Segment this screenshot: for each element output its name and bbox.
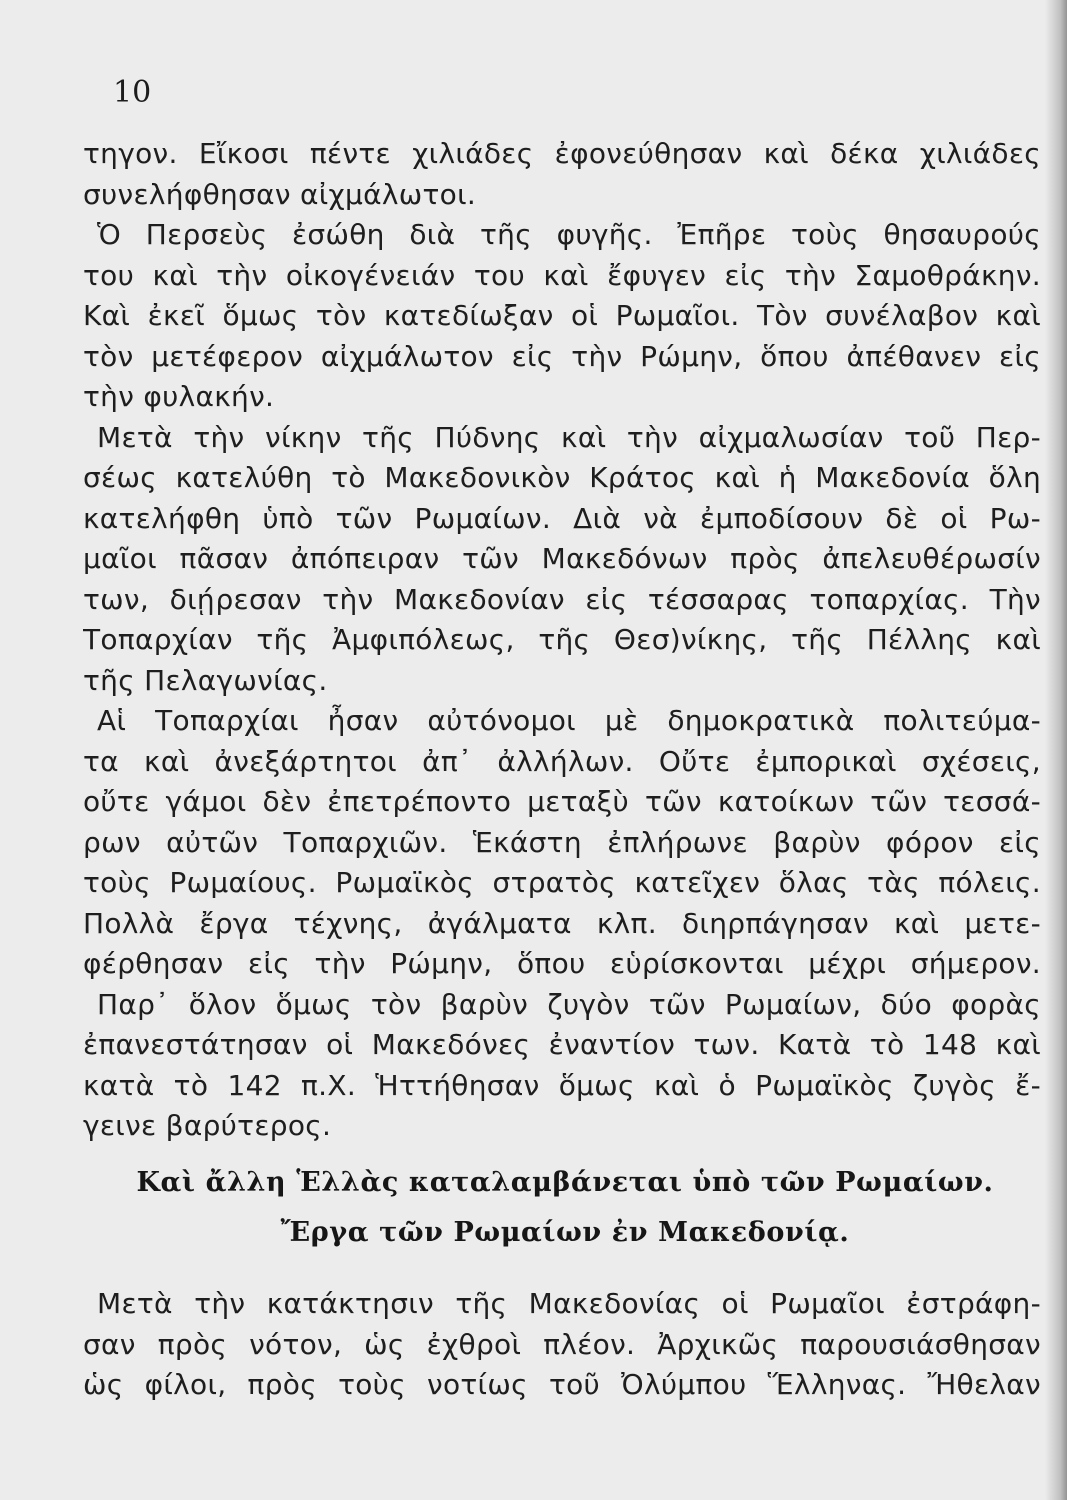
text-line: Ὁ Περσεὺς ἐσώθη διὰ τῆς φυγῆς. Ἐπῆρε τοὺς θησαυρούς <box>97 218 1041 251</box>
text-line: τα καὶ ἀνεξάρτητοι ἀπ᾽ ἀλλήλων. Οὔτε ἐμπορικαὶ σχέσεις, <box>83 744 1041 778</box>
text-line: γεινε βαρύτερος. <box>83 1109 332 1142</box>
page-number: 10 <box>113 75 152 110</box>
text-line: ὡς φίλοι, πρὸς τοὺς νοτίως τοῦ Ὀλύμπου Ἕλληνας. Ἤθελαν <box>83 1368 1041 1401</box>
text-line: ρων αὐτῶν Τοπαρχιῶν. Ἑκάστη ἐπλήρωνε βαρὺν φόρον εἰς <box>83 825 1041 859</box>
page-edge-shadow <box>1045 0 1067 1500</box>
text-line: του καὶ τὴν οἰκογένειάν του καὶ ἔφυγεν εἰς τὴν Σαμοθράκην. <box>83 258 1041 292</box>
text-line: τῆς Πελαγωνίας. <box>83 663 328 697</box>
text-line: τὸν μετέφερον αἰχμάλωτον εἰς τὴν Ρώμην, ὅπου ἀπέθανεν εἰς <box>83 339 1041 373</box>
text-line: τὴν φυλακήν. <box>83 380 275 413</box>
text-line: σαν πρὸς νότον, ὡς ἐχθροὶ πλέον. Ἀρχικῶς παρουσιάσθησαν <box>83 1327 1041 1361</box>
text-line: Μετὰ τὴν κατάκτησιν τῆς Μακεδονίας οἱ Ρωμαῖοι ἐστράφη- <box>97 1287 1041 1320</box>
text-line: σέως κατελύθη τὸ Μακεδονικὸν Κράτος καὶ ἡ Μακεδονία ὅλη <box>83 461 1041 494</box>
text-line: των, διῄρεσαν τὴν Μακεδονίαν εἰς τέσσαρας τοπαρχίας. Τὴν <box>83 582 1041 616</box>
text-line: οὔτε γάμοι δὲν ἐπετρέποντο μεταξὺ τῶν κατοίκων τῶν τεσσά- <box>83 785 1041 818</box>
text-line: ἐπανεστάτησαν οἱ Μακεδόνες ἐναντίον των. Κατὰ τὸ 148 καὶ <box>83 1028 1041 1061</box>
text-line: Μετὰ τὴν νίκην τῆς Πύδνης καὶ τὴν αἰχμαλωσίαν τοῦ Περ- <box>97 420 1041 454</box>
text-line: φέρθησαν εἰς τὴν Ρώμην, ὅπου εὑρίσκονται μέχρι σήμερον. <box>83 947 1041 980</box>
text-line: Τοπαρχίαν τῆς Ἀμφιπόλεως, τῆς Θεσ)νίκης, τῆς Πέλλης καὶ <box>83 623 1041 656</box>
section-heading <box>90 1158 1040 1258</box>
body-text-section-2 <box>83 1284 1041 1406</box>
text-line: κατελήφθη ὑπὸ τῶν Ρωμαίων. Διὰ νὰ ἐμποδίσουν δὲ οἱ Ρω- <box>83 501 1041 535</box>
text-line: τοὺς Ρωμαίους. Ρωμαϊκὸς στρατὸς κατεῖχεν ὅλας τὰς πόλεις. <box>83 866 1041 899</box>
heading-line-1: Καὶ ἄλλη Ἑλλὰς καταλαμβάνεται ὑπὸ τῶν Ρωμαίων. <box>136 1167 994 1198</box>
text-line: μαῖοι πᾶσαν ἀπόπειραν τῶν Μακεδόνων πρὸς ἀπελευθέρωσίν <box>83 542 1041 575</box>
heading-line-2: Ἔργα τῶν Ρωμαίων ἐν Μακεδονίᾳ. <box>280 1217 850 1248</box>
text-line: Παρ᾽ ὅλον ὅμως τὸν βαρὺν ζυγὸν τῶν Ρωμαίων, δύο φορὰς <box>97 987 1041 1021</box>
text-line: τηγον. Εἴκοσι πέντε χιλιάδες ἐφονεύθησαν καὶ δέκα χιλιάδες <box>83 137 1041 170</box>
text-line: Αἱ Τοπαρχίαι ἦσαν αὐτόνομοι μὲ δημοκρατικὰ πολιτεύμα- <box>97 704 1041 737</box>
body-text-section-1 <box>83 134 1041 1147</box>
text-line: συνελήφθησαν αἰχμάλωτοι. <box>83 177 477 211</box>
text-line: Καὶ ἐκεῖ ὅμως τὸν κατεδίωξαν οἱ Ρωμαῖοι. Τὸν συνέλαβον καὶ <box>83 299 1041 332</box>
text-line: Πολλὰ ἔργα τέχνης, ἀγάλματα κλπ. διηρπάγησαν καὶ μετε- <box>83 906 1041 940</box>
text-line: κατὰ τὸ 142 π.Χ. Ἡττήθησαν ὅμως καὶ ὁ Ρωμαϊκὸς ζυγὸς ἔ- <box>83 1068 1041 1102</box>
